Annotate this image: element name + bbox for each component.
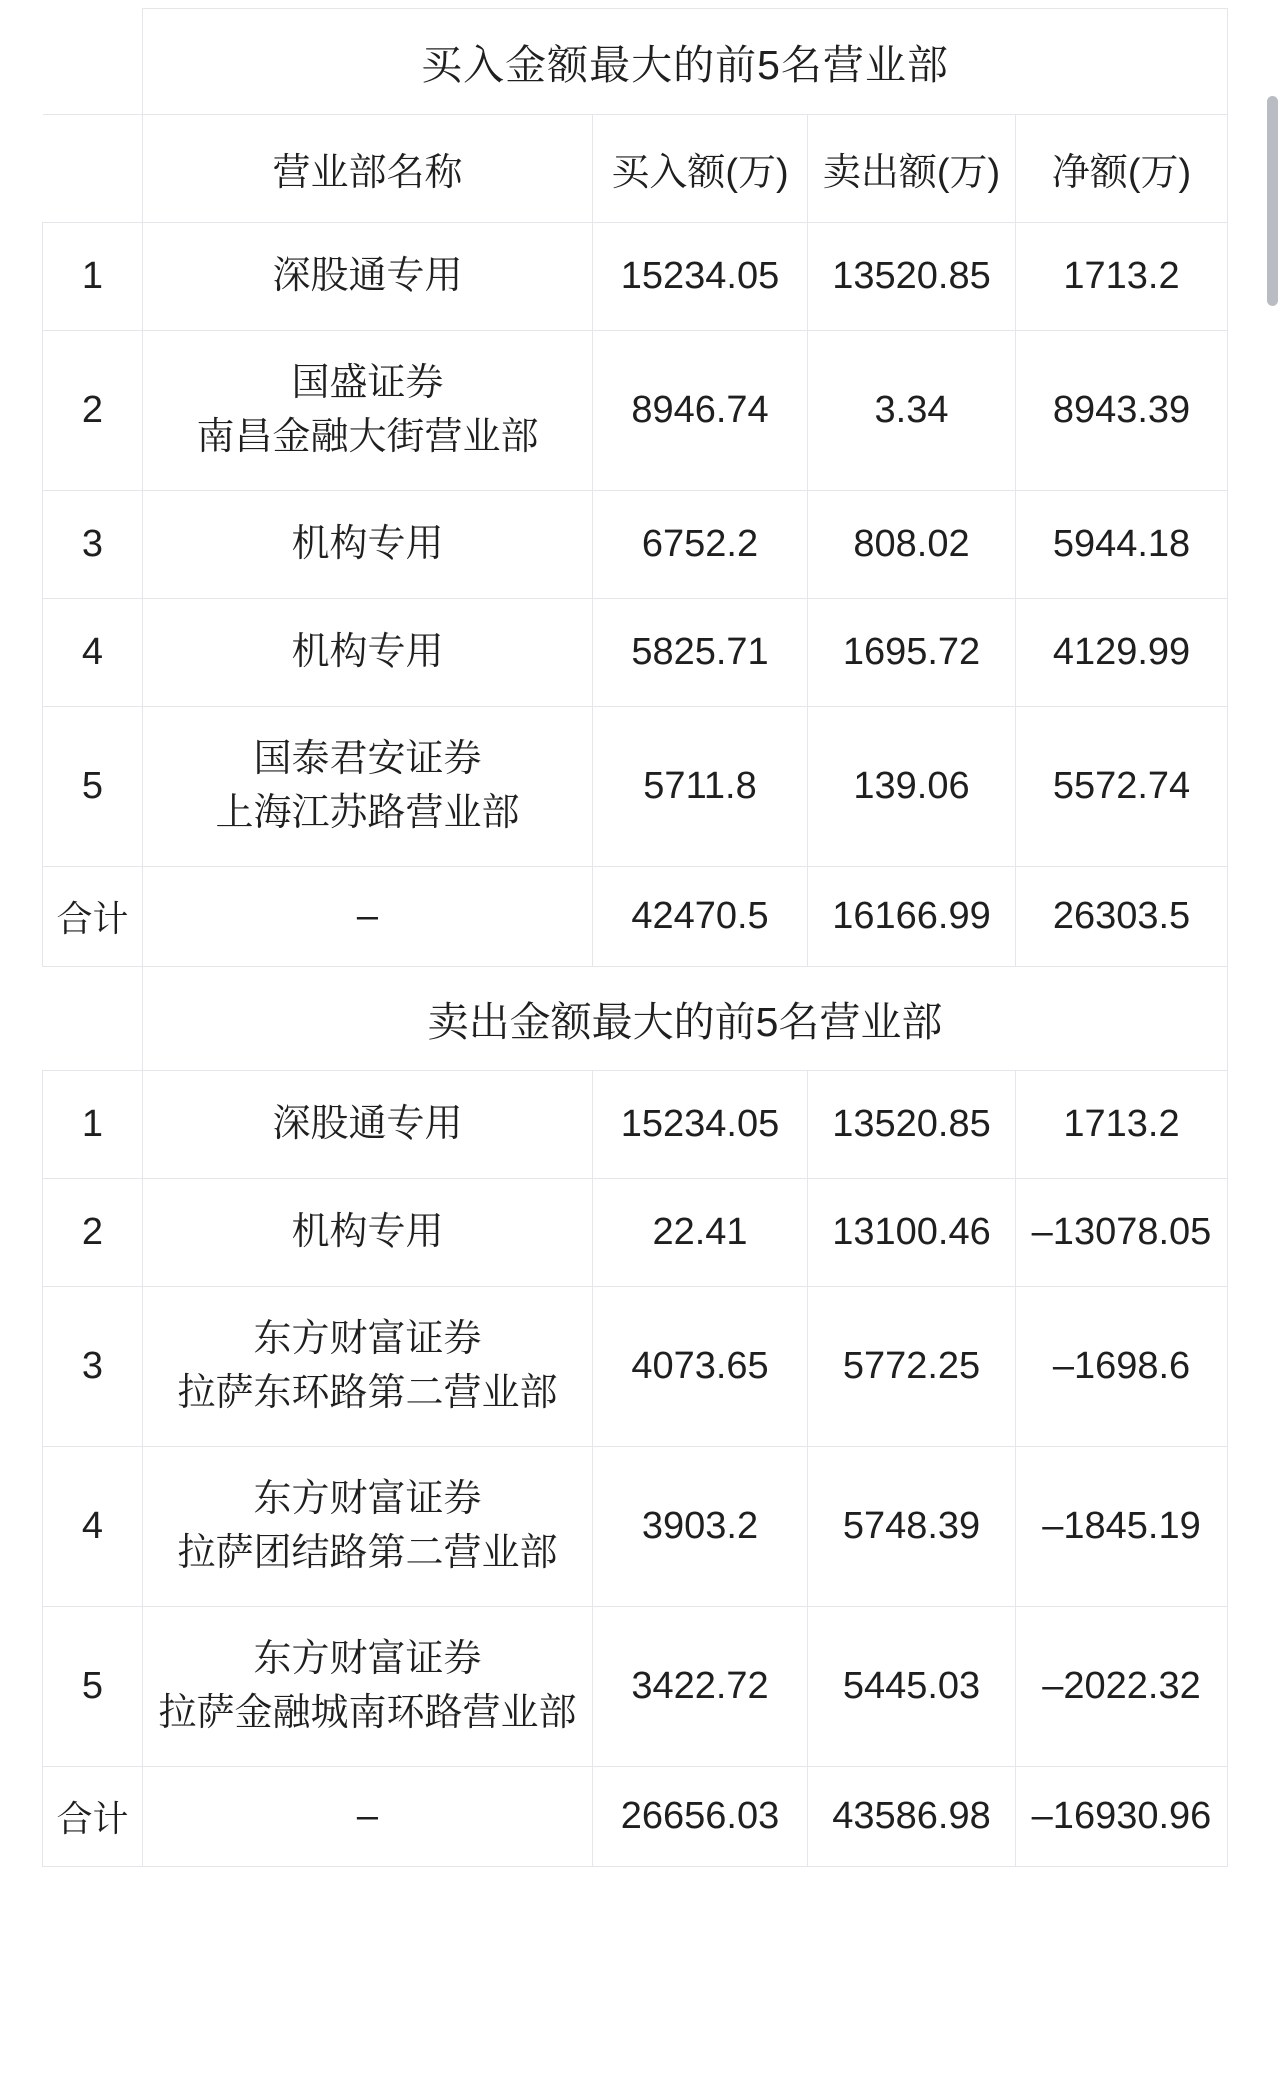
row-net: 4129.99 — [1016, 599, 1228, 707]
row-buy: 3903.2 — [593, 1447, 808, 1607]
title-spacer-cell — [43, 967, 143, 1071]
row-net: 1713.2 — [1016, 1071, 1228, 1179]
row-branch-name — [143, 707, 593, 867]
row-net: –1845.19 — [1016, 1447, 1228, 1607]
row-branch-name — [143, 1447, 593, 1607]
table-row — [43, 599, 1228, 707]
row-branch-name — [143, 1287, 593, 1447]
row-buy: 6752.2 — [593, 491, 808, 599]
row-buy: 15234.05 — [593, 1071, 808, 1179]
table-row — [43, 1447, 1228, 1607]
row-branch-name — [143, 331, 593, 491]
row-buy: 8946.74 — [593, 331, 808, 491]
branch-name-line1: 国泰君安证券 — [253, 737, 482, 780]
row-sell: 5445.03 — [808, 1607, 1016, 1767]
branch-name-line1: 深股通专用 — [272, 254, 463, 297]
total-name-dash: – — [143, 1767, 593, 1867]
row-buy: 5711.8 — [593, 707, 808, 867]
header-sell-amount: 卖出额(万) — [808, 115, 1016, 223]
row-index: 5 — [43, 1607, 143, 1767]
row-sell: 5748.39 — [808, 1447, 1016, 1607]
branch-name-line1: 机构专用 — [291, 1210, 444, 1253]
total-buy: 42470.5 — [593, 867, 808, 967]
branch-name-line2: 南昌金融大街营业部 — [196, 415, 539, 458]
total-buy: 26656.03 — [593, 1767, 808, 1867]
header-buy-amount: 买入额(万) — [593, 115, 808, 223]
row-sell: 13520.85 — [808, 223, 1016, 331]
row-index: 3 — [43, 491, 143, 599]
total-label: 合计 — [43, 1767, 143, 1867]
header-index-cell — [43, 115, 143, 223]
row-index: 4 — [43, 1447, 143, 1607]
table-header-row — [43, 115, 1228, 223]
row-buy: 3422.72 — [593, 1607, 808, 1767]
row-branch-name — [143, 1607, 593, 1767]
row-branch-name — [143, 1071, 593, 1179]
total-sell: 16166.99 — [808, 867, 1016, 967]
section-title-row-buy — [43, 9, 1228, 115]
header-branch-name: 营业部名称 — [143, 115, 593, 223]
branch-name-line1: 东方财富证券 — [253, 1637, 482, 1680]
row-buy: 5825.71 — [593, 599, 808, 707]
row-index: 5 — [43, 707, 143, 867]
branch-name-line2: 拉萨金融城南环路营业部 — [158, 1691, 577, 1734]
table-row — [43, 331, 1228, 491]
row-sell: 13520.85 — [808, 1071, 1016, 1179]
table-row — [43, 1179, 1228, 1287]
total-row-buy — [43, 867, 1228, 967]
row-net: 5572.74 — [1016, 707, 1228, 867]
row-sell: 5772.25 — [808, 1287, 1016, 1447]
table-row — [43, 707, 1228, 867]
branch-name-line1: 机构专用 — [291, 522, 444, 565]
branch-name-line2: 上海江苏路营业部 — [215, 791, 520, 834]
row-net: 1713.2 — [1016, 223, 1228, 331]
branch-name-line1: 深股通专用 — [272, 1102, 463, 1145]
row-branch-name — [143, 491, 593, 599]
row-index: 1 — [43, 1071, 143, 1179]
row-branch-name — [143, 223, 593, 331]
branch-name-line1: 国盛证券 — [291, 361, 444, 404]
row-index: 4 — [43, 599, 143, 707]
total-net: 26303.5 — [1016, 867, 1228, 967]
row-net: –1698.6 — [1016, 1287, 1228, 1447]
row-index: 2 — [43, 331, 143, 491]
row-sell: 139.06 — [808, 707, 1016, 867]
header-net-amount: 净额(万) — [1016, 115, 1228, 223]
section-title-row-sell — [43, 967, 1228, 1071]
row-buy: 22.41 — [593, 1179, 808, 1287]
branch-name-line2: 拉萨东环路第二营业部 — [177, 1371, 558, 1414]
total-sell: 43586.98 — [808, 1767, 1016, 1867]
row-sell: 3.34 — [808, 331, 1016, 491]
branch-name-line2: 拉萨团结路第二营业部 — [177, 1531, 558, 1574]
table-row — [43, 223, 1228, 331]
row-sell: 1695.72 — [808, 599, 1016, 707]
lhb-page — [0, 8, 1284, 2092]
table-row — [43, 1287, 1228, 1447]
section-title-buy: 买入金额最大的前5名营业部 — [143, 9, 1228, 115]
section-title-sell: 卖出金额最大的前5名营业部 — [143, 967, 1228, 1071]
row-buy: 15234.05 — [593, 223, 808, 331]
branch-name-line1: 机构专用 — [291, 630, 444, 673]
row-sell: 13100.46 — [808, 1179, 1016, 1287]
row-net: 8943.39 — [1016, 331, 1228, 491]
total-label: 合计 — [43, 867, 143, 967]
table-row — [43, 1071, 1228, 1179]
table-row — [43, 1607, 1228, 1767]
longhubang-table — [42, 8, 1228, 1867]
row-index: 3 — [43, 1287, 143, 1447]
row-net: 5944.18 — [1016, 491, 1228, 599]
total-name-dash: – — [143, 867, 593, 967]
row-net: –2022.32 — [1016, 1607, 1228, 1767]
row-branch-name — [143, 599, 593, 707]
row-index: 1 — [43, 223, 143, 331]
row-index: 2 — [43, 1179, 143, 1287]
vertical-scrollbar[interactable] — [1267, 96, 1278, 306]
row-branch-name — [143, 1179, 593, 1287]
branch-name-line1: 东方财富证券 — [253, 1317, 482, 1360]
table-row — [43, 491, 1228, 599]
branch-name-line1: 东方财富证券 — [253, 1477, 482, 1520]
row-sell: 808.02 — [808, 491, 1016, 599]
row-net: –13078.05 — [1016, 1179, 1228, 1287]
title-spacer-cell — [43, 9, 143, 115]
total-net: –16930.96 — [1016, 1767, 1228, 1867]
total-row-sell — [43, 1767, 1228, 1867]
row-buy: 4073.65 — [593, 1287, 808, 1447]
